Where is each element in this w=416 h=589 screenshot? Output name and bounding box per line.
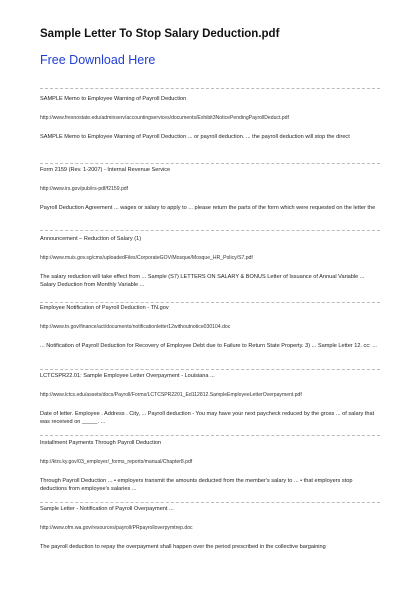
result-url[interactable]: http://www.ofm.wa.gov/resources/payroll/PRpayrolloverpymtrep.doc <box>40 525 193 531</box>
result-title[interactable]: Sample Letter - Notification of Payroll Overpayment ... <box>40 506 174 512</box>
result-title[interactable]: Employee Notification of Payroll Deduction - TN.gov <box>40 305 169 311</box>
result-snippet: Date of letter. Employee . Address . City, ... Payroll deduction - You may have your next paycheck reduced by the gross ... of salary that was received on _____. ... <box>40 411 375 426</box>
result-url[interactable]: http://www.tn.gov/finance/act/documents/notificationletter12withoutnotice030104.doc <box>40 324 231 330</box>
result-url[interactable]: http://www.lctcs.edu/assets/docs/Payroll/Forms/LCTCSPR2201_Ed112812.SampleEmployeeLetterOverpayment.pdf <box>40 392 302 398</box>
result-title[interactable]: SAMPLE Memo to Employee Warning of Payroll Deduction <box>40 96 187 102</box>
result-entry <box>40 236 380 289</box>
result-snippet: The payroll deduction to repay the overpayment shall happen over the period prescribed in the collective bargaining <box>40 544 326 550</box>
free-download-link[interactable]: Free Download Here <box>40 53 156 67</box>
result-snippet: Through Payroll Deduction ... • employers transmit the amounts deducted from the member's salary to ... • that employers stop deductions from employee's salaries ... <box>40 478 353 493</box>
result-title[interactable]: Installment Payments Through Payroll Deduction <box>40 440 162 446</box>
divider <box>40 88 380 89</box>
result-entry <box>40 373 380 426</box>
result-snippet: ... Notification of Payroll Deduction for Recovery of Employee Debt due to Failure to Return State Property. 3) ... Sample Letter 12. cc: ... <box>40 343 377 349</box>
result-entry <box>40 305 380 350</box>
divider <box>40 369 380 370</box>
result-snippet: SAMPLE Memo to Employee Warning of Payroll Deduction ... or payroll deduction. ... the payroll deduction will stop the direct <box>40 134 350 140</box>
result-snippet: The salary reduction will take effect from ... Sample (S7) LETTERS ON SALARY & BONUS Letter of Issuance of Annual Variable ... Salary Deduction from Monthly Variable ... <box>40 274 365 289</box>
divider <box>40 435 380 436</box>
document-title: Sample Letter To Stop Salary Deduction.pdf <box>40 28 280 40</box>
result-url[interactable]: http://www.fresnostate.edu/adminserv/accountingservices/documents/Exhibit3NoticePendingPayrollDeduct.pdf <box>40 115 289 121</box>
divider <box>40 163 380 164</box>
divider <box>40 302 380 303</box>
result-entry <box>40 506 380 551</box>
result-snippet: Payroll Deduction Agreement ... wages or salary to apply to ... please return the parts of the form which were requested on the letter the <box>40 205 376 211</box>
result-entry <box>40 440 380 493</box>
divider <box>40 230 380 231</box>
result-title[interactable]: LCTCSPR22.01: Sample Employee Letter Overpayment - Louisiana ... <box>40 373 215 379</box>
result-url[interactable]: http://www.irs.gov/pub/irs-pdf/f2159.pdf <box>40 186 129 192</box>
result-entry <box>40 167 380 212</box>
divider <box>40 502 380 503</box>
result-title[interactable]: Announcement – Reduction of Salary (1) <box>40 236 142 242</box>
result-entry <box>40 96 380 141</box>
result-title[interactable]: Form 2159 (Rev. 1-2007) - Internal Revenue Service <box>40 167 171 173</box>
result-url[interactable]: http://www.muis.gov.sg/cms/uploadedFiles/CorporateGOV/Mosque/Mosque_HR_Policy/S7.pdf <box>40 255 253 261</box>
result-url[interactable]: http://ktrs.ky.gov/03_employer/_forms_reports/manual/Chapter8.pdf <box>40 459 193 465</box>
